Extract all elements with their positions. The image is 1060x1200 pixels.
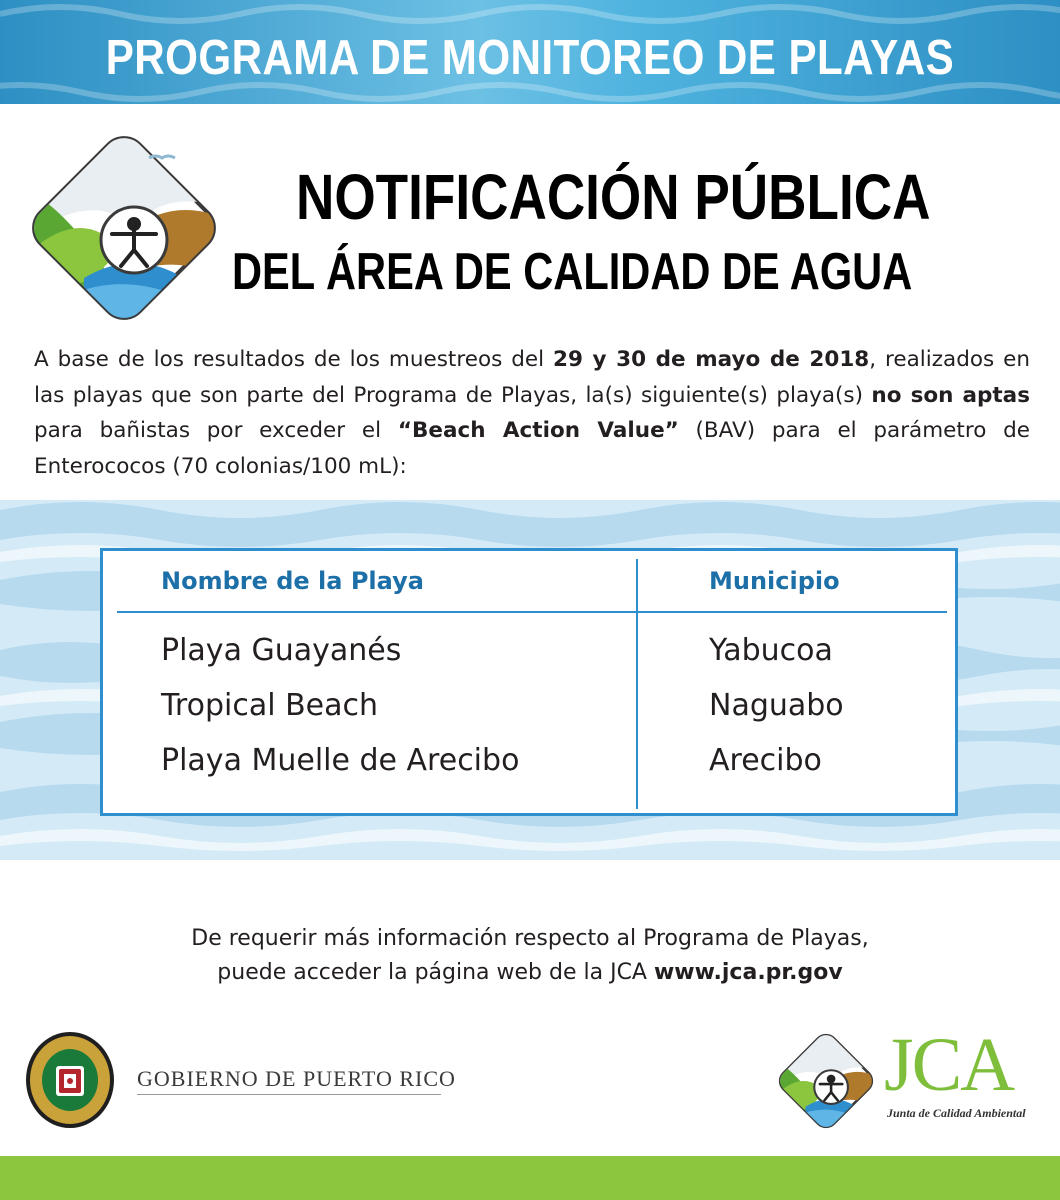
header-divider <box>117 611 947 613</box>
jca-website-link[interactable]: www.jca.pr.gov <box>653 960 843 985</box>
top-banner <box>0 0 1060 104</box>
intro-text-1: A base de los resultados de los muestreos del <box>34 347 554 372</box>
notification-title: NOTIFICACIÓN PÚBLICA <box>296 161 931 233</box>
column-header-municipality: Municipio <box>709 567 840 595</box>
more-info-line1: De requerir más información respecto al Programa de Playas, <box>191 926 869 951</box>
jca-wordmark: JCA <box>884 1023 1014 1107</box>
table-cell-municipality: Arecibo <box>709 743 822 778</box>
jca-full-name: Junta de Calidad Ambiental <box>887 1106 1026 1120</box>
bav-name: “Beach Action Value” <box>397 418 679 443</box>
not-suitable-text: no son aptas <box>871 382 1030 408</box>
intro-paragraph <box>34 342 1030 484</box>
puerto-rico-seal-icon <box>24 1030 116 1130</box>
footer-green-bar <box>0 1156 1060 1200</box>
table-cell-beach: Playa Muelle de Arecibo <box>161 743 520 778</box>
table-cell-beach: Tropical Beach <box>161 688 379 723</box>
beach-program-logo <box>24 128 224 328</box>
government-underline <box>137 1094 441 1095</box>
intro-text-4: (BAV) para el parámetro de Enterococos (70 colonias/100 mL): <box>34 418 1030 479</box>
more-info-line2 <box>0 960 1060 985</box>
sampling-dates: 29 y 30 de mayo de 2018 <box>553 347 870 372</box>
column-divider <box>636 559 638 809</box>
more-info-prefix: puede acceder la página web de la JCA <box>217 960 654 985</box>
notification-subtitle: DEL ÁREA DE CALIDAD DE AGUA <box>232 243 913 301</box>
government-name: GOBIERNO DE PUERTO RICO <box>137 1066 456 1091</box>
table-cell-municipality: Naguabo <box>709 688 844 723</box>
intro-text-2: , realizados en las playas que son parte del Programa de Playas, la(s) siguiente(s) playa(s) <box>34 347 1030 408</box>
table-cell-municipality: Yabucoa <box>709 633 833 668</box>
program-title: PROGRAMA DE MONITOREO DE PLAYAS <box>105 31 955 85</box>
column-header-beach: Nombre de la Playa <box>161 567 424 595</box>
table-cell-beach: Playa Guayanés <box>161 633 402 668</box>
jca-logo-icon <box>775 1030 877 1132</box>
affected-beaches-table <box>100 548 958 816</box>
intro-text-3: para bañistas por exceder el <box>34 418 398 443</box>
